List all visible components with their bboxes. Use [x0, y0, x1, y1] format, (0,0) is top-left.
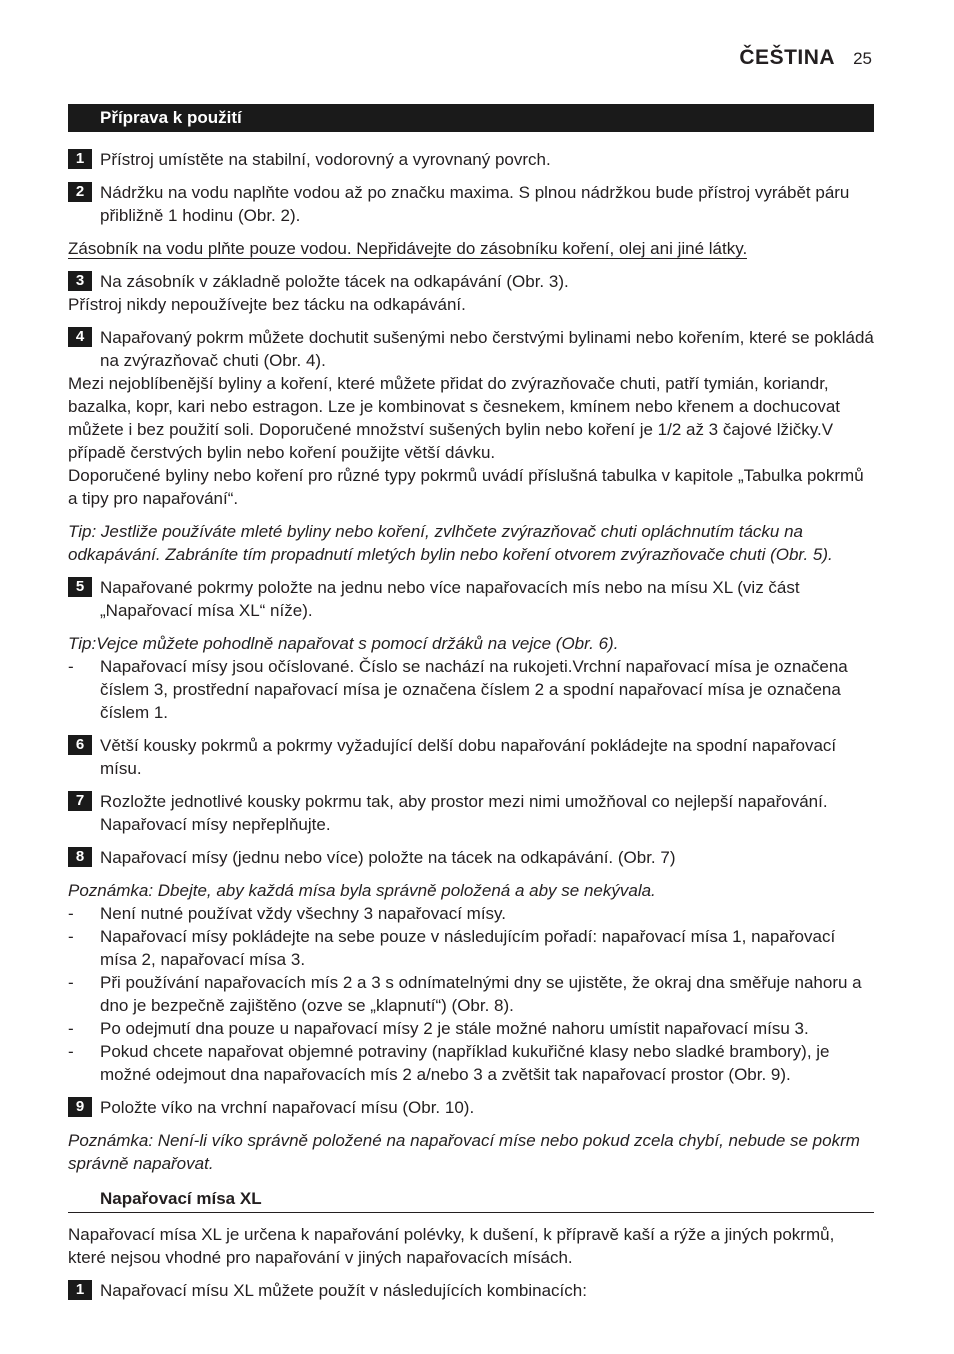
step-number: 1: [68, 1280, 92, 1300]
language-label: ČEŠTINA: [739, 46, 836, 69]
step-7: [68, 790, 874, 836]
note-lid: Poznámka: Není-li víko správně položené na napařovací míse nebo pokud zcela chybí, nebude se pokrm správně napařovat.: [68, 1131, 860, 1173]
step-number: 8: [68, 847, 92, 867]
step-6: [68, 734, 874, 780]
step-text: Rozložte jednotlivé kousky pokrmu tak, aby prostor mezi nimi umožňoval co nejlepší napařování. Napařovací mísy nepřeplňujte.: [100, 792, 828, 834]
step-text: Položte víko na vrchní napařovací mísu (Obr. 10).: [100, 1098, 475, 1117]
step-4-detail-1: Mezi nejoblíbenější byliny a koření, které můžete přidat do zvýrazňovače chuti, patří tymián, koriandr, bazalka, kopr, kari nebo estragon. Lze je kombinovat s česnekem, kmínem nebo křenem a dochucovat můžete i bez použití soli. Doporučené množství sušených bylin nebo koření je 1/2 až 3 čajové lžičky.V případě čerstvých bylin nebo koření použijte větší dávku.: [68, 374, 841, 462]
step-text: Napařovací mísy (jednu nebo více) položte na tácek na odkapávání. (Obr. 7): [100, 848, 676, 867]
step-2: [68, 181, 874, 227]
step-number: 7: [68, 791, 92, 811]
warning-paragraph: [68, 237, 874, 260]
list-item: - Napařovací mísy pokládejte na sebe pouze v následujícím pořadí: napařovací mísa 1, napařovací mísa 2, napařovací mísa 3.: [68, 925, 874, 971]
step-number: 3: [68, 271, 92, 291]
step-4: [68, 326, 874, 372]
xl-bowl-intro: Napařovací mísa XL je určena k napařování polévky, k dušení, k přípravě kaší a rýže a jiných pokrmů, které nejsou vhodné pro napařování v jiných napařovacích mísách.: [68, 1225, 835, 1267]
list-item: - Není nutné používat vždy všechny 3 napařovací mísy.: [68, 902, 874, 925]
step-text: Napařovací mísu XL můžete použít v následujících kombinacích:: [100, 1281, 587, 1300]
step-text: Větší kousky pokrmů a pokrmy vyžadující delší dobu napařování pokládejte na spodní napařovací mísu.: [100, 736, 837, 778]
step-number: 9: [68, 1097, 92, 1117]
step-3: [68, 270, 874, 293]
step-text: Napařované pokrmy položte na jednu nebo více napařovacích mís nebo na mísu XL (viz část „Napařovací mísa XL“ níže).: [100, 578, 800, 620]
step-text: Na zásobník v základně položte tácek na odkapávání (Obr. 3).: [100, 272, 569, 291]
step-number: 1: [68, 149, 92, 169]
list-item: - Napařovací mísy jsou očíslované. Číslo se nachází na rukojeti.Vrchní napařovací mísa je označena číslem 3, prostřední napařovací mísa je označena číslem 2 a spodní napařovací mísa je označena číslem 1.: [68, 655, 874, 724]
step-number: 6: [68, 735, 92, 755]
step-4-detail-2: Doporučené byliny nebo koření pro různé typy pokrmů uvádí příslušná tabulka v kapitole „Tabulka pokrmů a tipy pro napařování“.: [68, 466, 864, 508]
tip-herbs: Tip: Jestliže používáte mleté byliny nebo koření, zvlhčete zvýrazňovač chuti opláchnutím tácku na odkapávání. Zabráníte tím propadnutí mletých bylin nebo koření otvorem zvýrazňovače chuti (Obr. 5).: [68, 522, 833, 564]
step-5: [68, 576, 874, 622]
step-8: [68, 846, 874, 869]
list-item: - Při používání napařovacích mís 2 a 3 s odnímatelnými dny se ujistěte, že okraj dna směřuje nahoru a dno je bezpečně zajištěno (ozve se „klapnutí“) (Obr. 8).: [68, 971, 874, 1017]
document-body: [68, 104, 874, 1302]
step-3-detail: Přístroj nikdy nepoužívejte bez tácku na odkapávání.: [68, 295, 466, 314]
page-number: 25: [853, 49, 872, 68]
tip-eggs: Tip:Vejce můžete pohodlně napařovat s pomocí držáků na vejce (Obr. 6).: [68, 634, 619, 653]
step-number: 5: [68, 577, 92, 597]
page-header: [739, 44, 872, 73]
step-text: Nádržku na vodu naplňte vodou až po značku maxima. S plnou nádržkou bude přístroj vyrábět páru přibližně 1 hodinu (Obr. 2).: [100, 183, 850, 225]
step-text: Přístroj umístěte na stabilní, vodorovný a vyrovnaný povrch.: [100, 150, 551, 169]
list-item: - Pokud chcete napařovat objemné potraviny (například kukuřičné klasy nebo sladké brambory), je možné odejmout dna napařovacích mís 2 a/nebo 3 a zvětšit tak napařovací prostor (Obr. 9).: [68, 1040, 874, 1086]
section-title-xl-bowl: Napařovací mísa XL: [68, 1187, 874, 1213]
section-title-preparation: Příprava k použití: [68, 104, 874, 132]
warning-text: Zásobník na vodu plňte pouze vodou. Nepřidávejte do zásobníku koření, olej ani jiné látky.: [68, 239, 748, 258]
step-number: 2: [68, 182, 92, 202]
xl-step-1: [68, 1279, 874, 1302]
step-text: Napařovaný pokrm můžete dochutit sušenými nebo čerstvými bylinami nebo kořením, které se pokládá na zvýrazňovač chuti (Obr. 4).: [100, 328, 874, 370]
note-bowl-placement: Poznámka: Dbejte, aby každá mísa byla správně položená a aby se nekývala.: [68, 881, 656, 900]
step-9: [68, 1096, 874, 1119]
step-number: 4: [68, 327, 92, 347]
list-item: - Po odejmutí dna pouze u napařovací mísy 2 je stále možné nahoru umístit napařovací mísu 3.: [68, 1017, 874, 1040]
step-1: [68, 148, 874, 171]
